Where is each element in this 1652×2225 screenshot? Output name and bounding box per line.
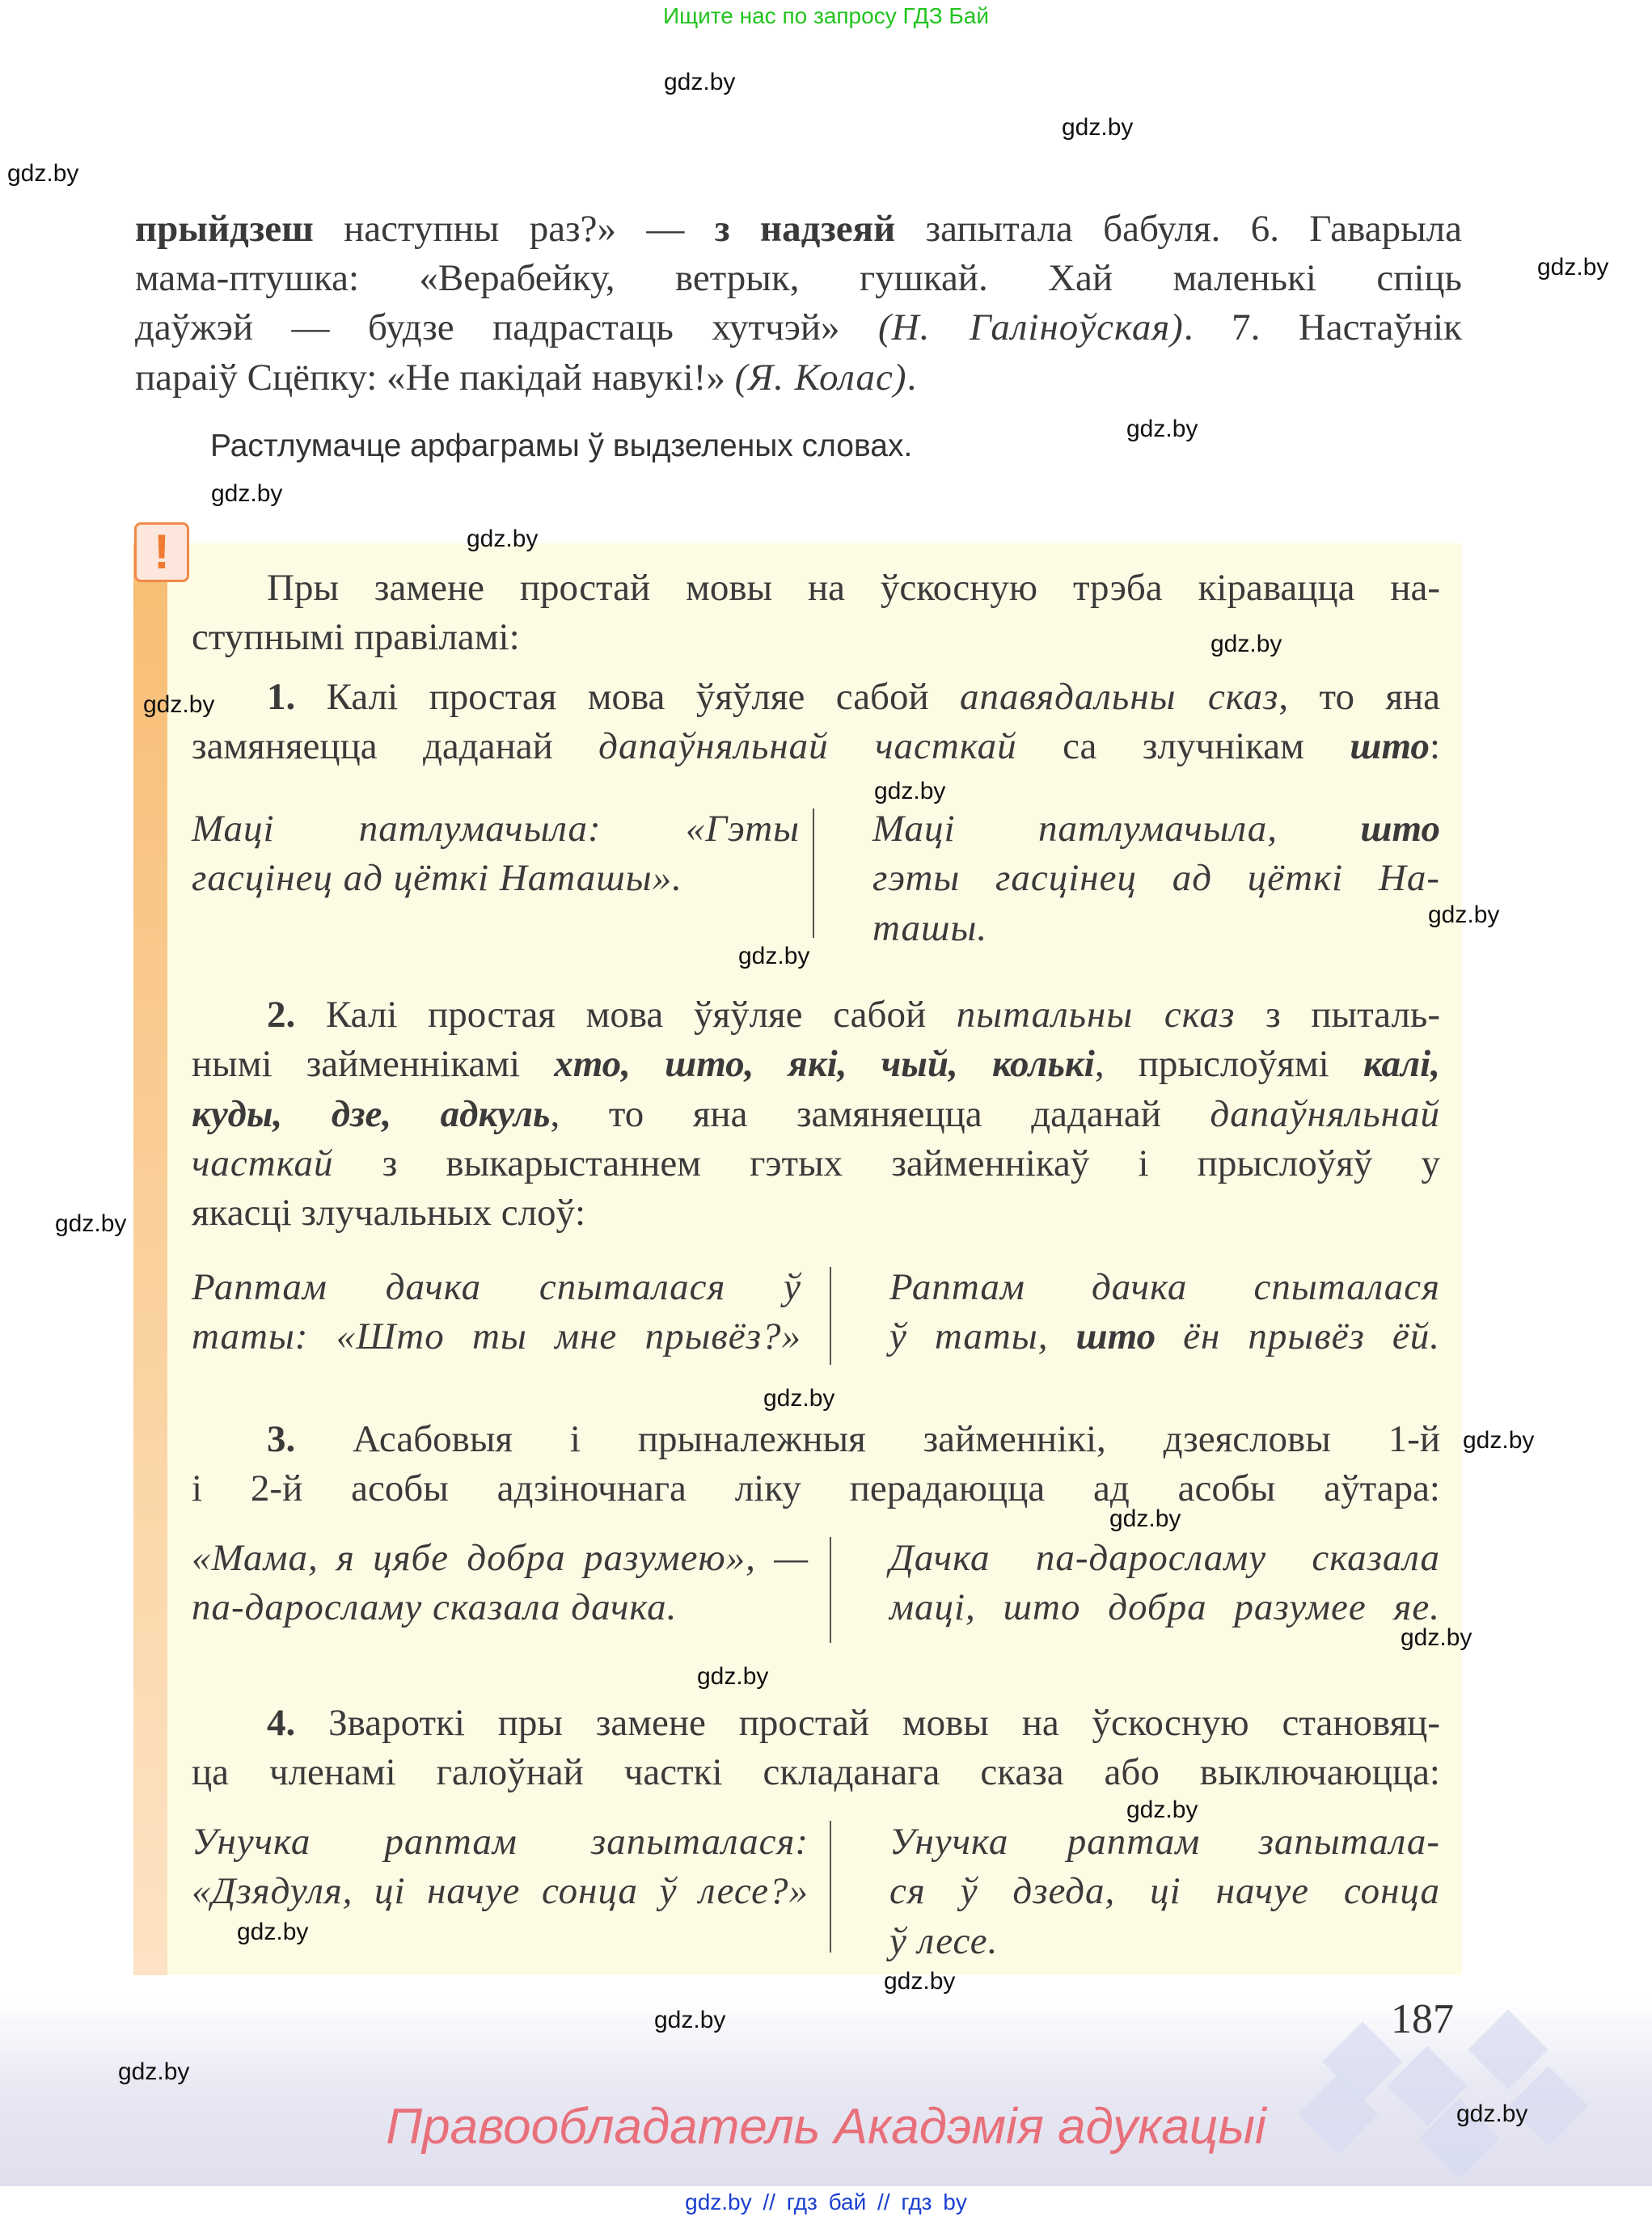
text-segment: і 2-й асобы адзіночнага ліку перадаюцца ад асобы аўтара: [192, 1467, 1440, 1509]
italic-text: Раптам дачка спыталася [889, 1266, 1440, 1308]
bold-text: 3. [267, 1418, 296, 1460]
text-line [192, 1188, 1440, 1237]
bold-text: з надзеяй [714, 208, 896, 250]
example-divider [830, 1537, 831, 1643]
italic-text: Маці патлумачыла: «Гэты [192, 808, 800, 850]
italic-text: па-даросламу сказала дачка. [192, 1586, 678, 1628]
text-line [192, 1867, 809, 1915]
copyright-notice: Правообладатель Акадэмія адукацыі [386, 2099, 1266, 2155]
text-line [267, 673, 1440, 721]
watermark-text: gdz.by [763, 1385, 835, 1412]
text-line [192, 1818, 809, 1866]
watermark-text: gdz.by [884, 1968, 956, 1995]
italic-text: часткай [192, 1142, 334, 1184]
watermark-text: gdz.by [211, 480, 283, 507]
watermark-text: gdz.by [664, 69, 736, 95]
text-segment: ступнымі правіламі: [192, 616, 520, 658]
text-line [192, 1748, 1440, 1796]
text-segment: Асабовыя і прыналежныя займеннікі, дзеясловы 1-й [295, 1418, 1440, 1460]
text-segment: Калі простая мова ўяўляе сабой [295, 994, 957, 1036]
italic-text: ў лесе. [889, 1920, 999, 1962]
text-line [192, 804, 800, 853]
bold-italic-text: што [1075, 1315, 1156, 1357]
italic-text: «Дзядуля, ці начуе сонца ў лесе?» [192, 1870, 809, 1912]
bold-text: прыйдзеш [135, 208, 314, 250]
text-segment: , прыслоўямі [1094, 1043, 1363, 1085]
bold-italic-text: калі, [1363, 1043, 1440, 1085]
text-line [889, 1917, 1440, 1965]
text-line [889, 1867, 1440, 1915]
watermark-text: gdz.by [1210, 631, 1282, 657]
italic-text: гэты гасцінец ад цёткі На- [872, 857, 1440, 899]
text-line [889, 1818, 1440, 1866]
italic-text: Маці патлумачыла, [872, 808, 1361, 850]
text-segment: са злучнікам [1016, 725, 1350, 767]
watermark-text: gdz.by [1463, 1427, 1535, 1454]
bold-italic-text: што [1350, 725, 1430, 767]
italic-text: ён прывёз ёй. [1156, 1315, 1440, 1357]
example-divider [830, 1821, 831, 1953]
text-line [267, 564, 1440, 612]
bold-text: 4. [267, 1702, 296, 1744]
text-segment: , то яна [1278, 676, 1440, 718]
text-line [192, 1464, 1440, 1513]
text-segment: Пры замене простай мовы на ўскосную трэба кіравацца на- [267, 567, 1440, 609]
text-line [192, 1040, 1440, 1088]
text-segment: , то яна замяняецца даданай [550, 1093, 1210, 1135]
bold-italic-text: што [1360, 808, 1440, 850]
text-line [889, 1263, 1440, 1311]
text-line [192, 854, 800, 902]
text-segment: даўжэй — будзе падрастаць хутчэй» [135, 306, 879, 348]
bold-italic-text: хто, што, які, чый, колькі [554, 1043, 1095, 1085]
example-divider [830, 1267, 831, 1365]
text-segment: Звароткі пры замене простай мовы на ўскосную становяц- [295, 1702, 1440, 1744]
watermark-text: gdz.by [1062, 114, 1134, 141]
text-line [872, 904, 1440, 952]
text-line [135, 353, 1462, 402]
text-line [889, 1583, 1440, 1632]
italic-text: (Н. Галіноўская) [878, 306, 1184, 348]
italic-text: гасцінец ад цёткі Наташы». [192, 857, 682, 899]
text-line [267, 990, 1440, 1039]
text-line [135, 254, 1462, 302]
watermark-text: gdz.by [697, 1663, 769, 1690]
text-segment: . 7. Настаўнік [1183, 306, 1463, 348]
text-line [192, 1090, 1440, 1138]
text-segment: якасці злучальных слоў: [192, 1192, 586, 1234]
example-divider [813, 809, 814, 938]
bold-text: 2. [267, 994, 296, 1036]
text-line [192, 1312, 801, 1361]
text-line [135, 303, 1462, 352]
text-line [267, 1415, 1440, 1463]
watermark-text: gdz.by [738, 943, 810, 969]
italic-text: ў таты, [889, 1315, 1076, 1357]
text-line [135, 205, 1462, 253]
text-segment: замяняецца даданай [192, 725, 599, 767]
text-segment: мама-птушка: «Верабейку, ветрык, гушкай. Хай маленькі спіць [135, 257, 1462, 299]
text-segment: Калі простая мова ўяўляе сабой [295, 676, 961, 718]
watermark-text: gdz.by [467, 526, 539, 552]
watermark-text: gdz.by [654, 2007, 726, 2033]
watermark-text: gdz.by [1126, 1796, 1198, 1823]
page-number: 187 [1391, 1996, 1454, 2042]
italic-text: пытальны сказ [956, 994, 1236, 1036]
text-segment: нымі займеннікамі [192, 1043, 555, 1085]
text-segment: з пыталь- [1235, 994, 1440, 1036]
italic-text: дапаўняльнай [1210, 1093, 1440, 1135]
italic-text: (Я. Колас) [734, 357, 907, 399]
watermark-text: gdz.by [143, 691, 215, 718]
text-segment: наступны раз?» — [313, 208, 715, 250]
italic-text: Дачка па-даросламу сказала [889, 1537, 1440, 1579]
footer-links[interactable]: gdz.by // гдз бай // гдз by [685, 2189, 967, 2214]
italic-text: ся ў дзеда, ці начуе сонца [889, 1870, 1440, 1912]
italic-text: Унучка раптам запытала- [889, 1821, 1440, 1863]
italic-text: таты: «Што ты мне прывёз?» [192, 1315, 801, 1357]
text-line [192, 1263, 801, 1311]
text-segment: ца членамі галоўнай часткі складанага сказа або выключаюцца: [192, 1751, 1440, 1793]
text-line [267, 1699, 1440, 1747]
watermark-text: gdz.by [1537, 254, 1609, 281]
text-line [872, 804, 1440, 853]
text-line [192, 1583, 809, 1632]
search-hint-banner: Ищите нас по запросу ГДЗ Бай [662, 3, 990, 28]
watermark-text: gdz.by [1126, 416, 1198, 442]
watermark-text: gdz.by [1109, 1505, 1181, 1532]
bold-text: 1. [267, 676, 296, 718]
text-segment: запытала бабуля. 6. Гаварыла [895, 208, 1462, 250]
watermark-text: gdz.by [1401, 1624, 1472, 1651]
exercise-task: Растлумачце арфаграмы ў выдзеленых словах. [210, 429, 913, 463]
watermark-text: gdz.by [874, 778, 946, 804]
watermark-text: gdz.by [1428, 901, 1500, 928]
watermark-text: gdz.by [118, 2058, 190, 2085]
watermark-text: gdz.by [1456, 2100, 1528, 2127]
text-segment: . [906, 357, 917, 399]
italic-text: Унучка раптам запыталася: [192, 1821, 809, 1863]
text-segment: з выкарыстаннем гэтых займеннікаў і прыслоўяў у [333, 1142, 1440, 1184]
text-line [192, 722, 1440, 771]
watermark-text: gdz.by [55, 1210, 127, 1237]
italic-text: ташы. [872, 907, 988, 949]
italic-text: Раптам дачка спыталася ў [192, 1266, 801, 1308]
text-segment: : [1429, 725, 1440, 767]
text-segment: параіў Сцёпку: «Не пакідай навукі!» [135, 357, 735, 399]
italic-text: «Мама, я цябе добра разумею», — [192, 1537, 809, 1579]
text-line [889, 1312, 1440, 1361]
italic-text: дапаўняльнай часткай [598, 725, 1017, 767]
text-line [889, 1534, 1440, 1582]
text-line [192, 1534, 809, 1582]
italic-text: апавядальны сказ [960, 676, 1279, 718]
text-line [192, 1139, 1440, 1188]
text-line [872, 854, 1440, 902]
watermark-text: gdz.by [7, 160, 79, 187]
bold-italic-text: куды, дзе, адкуль [192, 1093, 551, 1135]
exclamation-icon: ! [134, 522, 189, 582]
rule-accent-strip [133, 543, 167, 1975]
italic-text: маці, што добра разумее яе. [889, 1586, 1440, 1628]
watermark-text: gdz.by [237, 1919, 309, 1945]
